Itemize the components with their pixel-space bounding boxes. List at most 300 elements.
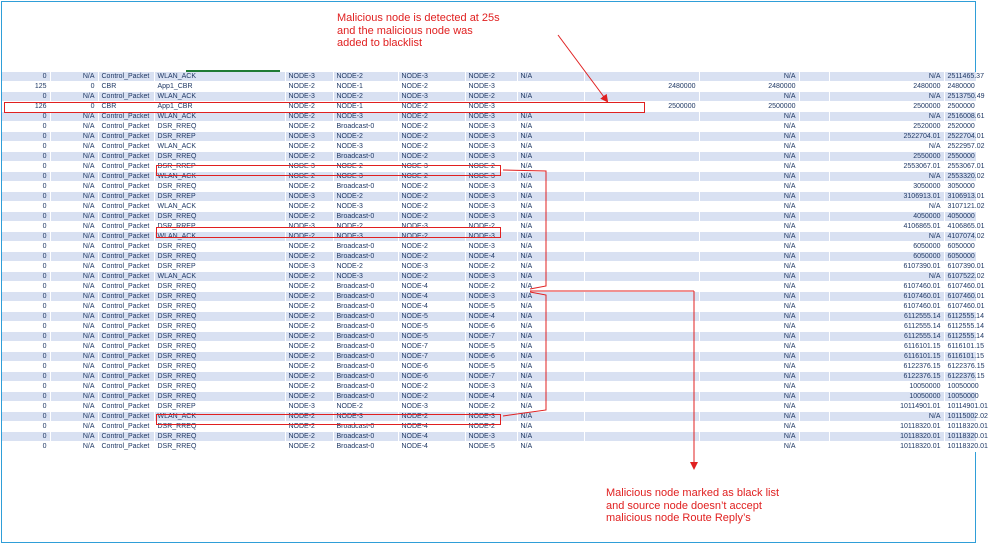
table-cell[interactable]: 0 bbox=[2, 112, 50, 122]
table-cell[interactable]: Broadcast-0 bbox=[333, 322, 398, 332]
table-cell[interactable]: N/A bbox=[50, 122, 98, 132]
table-cell[interactable]: N/A bbox=[517, 282, 584, 292]
table-cell[interactable]: 2500000 bbox=[699, 102, 799, 112]
table-cell[interactable]: N/A bbox=[699, 362, 799, 372]
table-cell[interactable]: Control_Packet bbox=[98, 312, 154, 322]
table-cell[interactable]: DSR_RREQ bbox=[154, 312, 285, 322]
table-cell[interactable] bbox=[584, 152, 699, 162]
table-cell[interactable]: NODE-5 bbox=[465, 362, 517, 372]
table-cell[interactable]: 0 bbox=[2, 382, 50, 392]
table-cell[interactable]: Broadcast-0 bbox=[333, 442, 398, 452]
table-cell[interactable]: N/A bbox=[699, 132, 799, 142]
table-cell[interactable]: 6050000 bbox=[829, 242, 944, 252]
table-cell[interactable]: Control_Packet bbox=[98, 392, 154, 402]
table-cell[interactable]: 0 bbox=[2, 242, 50, 252]
table-cell[interactable] bbox=[799, 222, 829, 232]
table-cell[interactable]: Control_Packet bbox=[98, 432, 154, 442]
table-cell[interactable]: DSR_RREQ bbox=[154, 372, 285, 382]
table-cell[interactable]: 6107390.01 bbox=[829, 262, 944, 272]
table-cell[interactable]: 0 bbox=[2, 122, 50, 132]
table-cell[interactable]: N/A bbox=[829, 272, 944, 282]
table-cell[interactable]: Control_Packet bbox=[98, 412, 154, 422]
table-cell[interactable] bbox=[584, 262, 699, 272]
table-cell[interactable]: NODE-3 bbox=[285, 162, 333, 172]
table-cell[interactable]: Broadcast-0 bbox=[333, 422, 398, 432]
table-cell[interactable]: 0 bbox=[2, 312, 50, 322]
table-cell[interactable]: NODE-2 bbox=[285, 82, 333, 92]
table-cell[interactable] bbox=[584, 292, 699, 302]
table-cell[interactable] bbox=[799, 252, 829, 262]
table-cell[interactable]: DSR_RREQ bbox=[154, 432, 285, 442]
table-cell[interactable] bbox=[799, 432, 829, 442]
table-cell[interactable]: 2522957.02 bbox=[944, 142, 976, 152]
table-cell[interactable]: 2500000 bbox=[829, 102, 944, 112]
table-cell[interactable]: NODE-5 bbox=[398, 312, 465, 322]
table-cell[interactable]: Control_Packet bbox=[98, 262, 154, 272]
table-cell[interactable]: 2522704.01 bbox=[944, 132, 976, 142]
table-cell[interactable] bbox=[584, 252, 699, 262]
table-cell[interactable]: N/A bbox=[517, 372, 584, 382]
table-cell[interactable]: NODE-2 bbox=[333, 262, 398, 272]
table-cell[interactable]: Control_Packet bbox=[98, 302, 154, 312]
table-cell[interactable]: N/A bbox=[50, 292, 98, 302]
table-cell[interactable]: N/A bbox=[829, 232, 944, 242]
table-cell[interactable]: N/A bbox=[517, 172, 584, 182]
table-cell[interactable]: Control_Packet bbox=[98, 352, 154, 362]
table-cell[interactable]: NODE-3 bbox=[398, 92, 465, 102]
table-cell[interactable] bbox=[799, 132, 829, 142]
table-cell[interactable]: 6122376.15 bbox=[944, 362, 976, 372]
table-cell[interactable]: N/A bbox=[517, 212, 584, 222]
table-cell[interactable]: 6112555.14 bbox=[944, 332, 976, 342]
table-cell[interactable]: NODE-5 bbox=[465, 302, 517, 312]
table-cell[interactable]: N/A bbox=[699, 292, 799, 302]
table-cell[interactable] bbox=[799, 322, 829, 332]
table-cell[interactable]: 10050000 bbox=[944, 392, 976, 402]
table-cell[interactable]: N/A bbox=[699, 352, 799, 362]
table-cell[interactable]: NODE-3 bbox=[465, 82, 517, 92]
table-cell[interactable]: 125 bbox=[2, 82, 50, 92]
table-cell[interactable]: NODE-1 bbox=[333, 102, 398, 112]
table-cell[interactable] bbox=[799, 342, 829, 352]
table-cell[interactable]: NODE-2 bbox=[285, 232, 333, 242]
table-cell[interactable]: NODE-2 bbox=[285, 312, 333, 322]
table-cell[interactable]: 6112555.14 bbox=[944, 322, 976, 332]
table-cell[interactable] bbox=[799, 262, 829, 272]
table-cell[interactable]: DSR_RREQ bbox=[154, 322, 285, 332]
table-cell[interactable]: WLAN_ACK bbox=[154, 142, 285, 152]
table-cell[interactable]: DSR_RREQ bbox=[154, 332, 285, 342]
table-cell[interactable]: NODE-2 bbox=[465, 422, 517, 432]
table-cell[interactable]: 0 bbox=[2, 332, 50, 342]
table-cell[interactable]: 6050000 bbox=[829, 252, 944, 262]
table-cell[interactable]: Broadcast-0 bbox=[333, 122, 398, 132]
table-cell[interactable]: 6107460.01 bbox=[944, 282, 976, 292]
table-cell[interactable]: NODE-4 bbox=[465, 312, 517, 322]
table-cell[interactable]: N/A bbox=[50, 172, 98, 182]
table-cell[interactable]: N/A bbox=[50, 92, 98, 102]
table-cell[interactable]: N/A bbox=[517, 412, 584, 422]
table-cell[interactable]: 6107390.01 bbox=[944, 262, 976, 272]
table-cell[interactable] bbox=[799, 122, 829, 132]
table-cell[interactable]: N/A bbox=[517, 162, 584, 172]
table-cell[interactable]: N/A bbox=[699, 372, 799, 382]
table-cell[interactable]: N/A bbox=[50, 302, 98, 312]
table-cell[interactable]: N/A bbox=[517, 242, 584, 252]
table-cell[interactable]: N/A bbox=[699, 172, 799, 182]
table-cell[interactable]: 6116101.15 bbox=[944, 352, 976, 362]
table-cell[interactable]: 6116101.15 bbox=[829, 352, 944, 362]
table-cell[interactable]: 3106913.01 bbox=[944, 192, 976, 202]
table-cell[interactable] bbox=[799, 312, 829, 322]
table-cell[interactable]: NODE-2 bbox=[285, 442, 333, 452]
table-cell[interactable]: N/A bbox=[517, 142, 584, 152]
table-cell[interactable]: N/A bbox=[50, 152, 98, 162]
table-cell[interactable] bbox=[799, 292, 829, 302]
table-cell[interactable]: NODE-3 bbox=[333, 172, 398, 182]
table-cell[interactable]: NODE-4 bbox=[465, 392, 517, 402]
table-cell[interactable]: Control_Packet bbox=[98, 232, 154, 242]
table-cell[interactable]: Control_Packet bbox=[98, 252, 154, 262]
table-cell[interactable]: Control_Packet bbox=[98, 222, 154, 232]
table-cell[interactable]: 0 bbox=[2, 252, 50, 262]
table-cell[interactable]: NODE-2 bbox=[285, 422, 333, 432]
table-cell[interactable]: N/A bbox=[699, 122, 799, 132]
table-cell[interactable]: NODE-2 bbox=[285, 292, 333, 302]
table-cell[interactable]: NODE-3 bbox=[465, 242, 517, 252]
table-cell[interactable]: 6050000 bbox=[944, 242, 976, 252]
table-cell[interactable] bbox=[799, 152, 829, 162]
table-cell[interactable]: NODE-2 bbox=[285, 122, 333, 132]
table-cell[interactable]: N/A bbox=[699, 222, 799, 232]
table-cell[interactable]: NODE-3 bbox=[465, 292, 517, 302]
table-cell[interactable] bbox=[799, 242, 829, 252]
table-cell[interactable]: 0 bbox=[50, 102, 98, 112]
table-cell[interactable]: 0 bbox=[2, 202, 50, 212]
table-cell[interactable]: 0 bbox=[50, 82, 98, 92]
table-cell[interactable]: NODE-2 bbox=[398, 242, 465, 252]
table-cell[interactable] bbox=[584, 182, 699, 192]
table-cell[interactable]: 0 bbox=[2, 172, 50, 182]
table-cell[interactable]: NODE-6 bbox=[465, 322, 517, 332]
table-cell[interactable]: N/A bbox=[50, 232, 98, 242]
table-cell[interactable]: NODE-3 bbox=[398, 402, 465, 412]
table-cell[interactable]: 2511465.37 bbox=[944, 72, 976, 82]
table-cell[interactable] bbox=[799, 232, 829, 242]
table-cell[interactable] bbox=[584, 372, 699, 382]
table-cell[interactable]: Control_Packet bbox=[98, 112, 154, 122]
table-cell[interactable]: 0 bbox=[2, 132, 50, 142]
table-cell[interactable]: DSR_RREP bbox=[154, 222, 285, 232]
table-cell[interactable]: WLAN_ACK bbox=[154, 272, 285, 282]
table-cell[interactable]: 2480000 bbox=[584, 82, 699, 92]
table-cell[interactable]: 4050000 bbox=[944, 212, 976, 222]
table-cell[interactable] bbox=[517, 82, 584, 92]
table-cell[interactable]: NODE-7 bbox=[398, 342, 465, 352]
table-cell[interactable]: N/A bbox=[50, 182, 98, 192]
table-cell[interactable]: 10118320.01 bbox=[944, 442, 976, 452]
table-cell[interactable]: N/A bbox=[517, 392, 584, 402]
table-cell[interactable]: N/A bbox=[50, 202, 98, 212]
table-cell[interactable]: 6107460.01 bbox=[829, 302, 944, 312]
table-cell[interactable] bbox=[799, 352, 829, 362]
table-cell[interactable]: N/A bbox=[517, 342, 584, 352]
table-cell[interactable]: 4107074.02 bbox=[944, 232, 976, 242]
table-cell[interactable]: Broadcast-0 bbox=[333, 182, 398, 192]
table-cell[interactable]: 0 bbox=[2, 402, 50, 412]
table-cell[interactable]: N/A bbox=[517, 352, 584, 362]
table-cell[interactable]: N/A bbox=[699, 162, 799, 172]
table-cell[interactable]: N/A bbox=[699, 282, 799, 292]
table-cell[interactable] bbox=[584, 222, 699, 232]
table-cell[interactable]: NODE-2 bbox=[285, 352, 333, 362]
table-cell[interactable]: NODE-2 bbox=[398, 132, 465, 142]
table-cell[interactable]: N/A bbox=[50, 412, 98, 422]
table-cell[interactable]: 2553067.01 bbox=[944, 162, 976, 172]
table-cell[interactable]: N/A bbox=[50, 192, 98, 202]
table-cell[interactable]: N/A bbox=[50, 372, 98, 382]
table-cell[interactable]: N/A bbox=[699, 302, 799, 312]
table-cell[interactable]: Broadcast-0 bbox=[333, 432, 398, 442]
table-cell[interactable]: 0 bbox=[2, 212, 50, 222]
table-cell[interactable]: N/A bbox=[50, 432, 98, 442]
table-cell[interactable]: NODE-2 bbox=[398, 112, 465, 122]
table-cell[interactable]: NODE-3 bbox=[465, 232, 517, 242]
table-cell[interactable]: DSR_RREQ bbox=[154, 302, 285, 312]
table-cell[interactable]: 0 bbox=[2, 142, 50, 152]
table-cell[interactable]: NODE-2 bbox=[285, 182, 333, 192]
table-cell[interactable]: NODE-2 bbox=[333, 162, 398, 172]
table-cell[interactable]: N/A bbox=[699, 422, 799, 432]
table-cell[interactable]: NODE-2 bbox=[285, 432, 333, 442]
table-cell[interactable]: NODE-3 bbox=[465, 432, 517, 442]
table-cell[interactable]: DSR_RREQ bbox=[154, 242, 285, 252]
table-cell[interactable] bbox=[799, 402, 829, 412]
table-cell[interactable]: 2553320.02 bbox=[944, 172, 976, 182]
table-cell[interactable]: Control_Packet bbox=[98, 122, 154, 132]
table-cell[interactable]: Control_Packet bbox=[98, 72, 154, 82]
table-cell[interactable]: N/A bbox=[517, 322, 584, 332]
table-cell[interactable]: NODE-2 bbox=[285, 392, 333, 402]
table-cell[interactable]: WLAN_ACK bbox=[154, 202, 285, 212]
table-cell[interactable] bbox=[799, 302, 829, 312]
table-cell[interactable]: App1_CBR bbox=[154, 102, 285, 112]
table-cell[interactable]: 2520000 bbox=[944, 122, 976, 132]
table-cell[interactable]: Control_Packet bbox=[98, 382, 154, 392]
table-cell[interactable]: Broadcast-0 bbox=[333, 152, 398, 162]
table-cell[interactable]: NODE-3 bbox=[285, 222, 333, 232]
table-cell[interactable]: 0 bbox=[2, 352, 50, 362]
table-cell[interactable]: 4106865.01 bbox=[829, 222, 944, 232]
table-cell[interactable]: 2500000 bbox=[584, 102, 699, 112]
table-cell[interactable] bbox=[584, 242, 699, 252]
table-cell[interactable]: 0 bbox=[2, 422, 50, 432]
table-cell[interactable]: N/A bbox=[699, 342, 799, 352]
table-cell[interactable] bbox=[584, 402, 699, 412]
table-cell[interactable]: N/A bbox=[50, 342, 98, 352]
table-cell[interactable]: 10114901.01 bbox=[944, 402, 976, 412]
table-cell[interactable]: NODE-2 bbox=[465, 92, 517, 102]
table-cell[interactable]: N/A bbox=[699, 72, 799, 82]
table-cell[interactable]: 6122376.15 bbox=[829, 372, 944, 382]
table-cell[interactable]: 3107121.02 bbox=[944, 202, 976, 212]
table-cell[interactable]: NODE-2 bbox=[285, 252, 333, 262]
table-cell[interactable]: NODE-7 bbox=[465, 372, 517, 382]
table-cell[interactable]: N/A bbox=[699, 382, 799, 392]
table-cell[interactable]: NODE-3 bbox=[465, 142, 517, 152]
table-cell[interactable] bbox=[584, 392, 699, 402]
table-cell[interactable]: App1_CBR bbox=[154, 82, 285, 92]
table-cell[interactable]: Control_Packet bbox=[98, 332, 154, 342]
table-cell[interactable]: NODE-2 bbox=[285, 332, 333, 342]
table-cell[interactable]: Control_Packet bbox=[98, 172, 154, 182]
table-cell[interactable]: N/A bbox=[699, 182, 799, 192]
table-cell[interactable]: 6112555.14 bbox=[829, 332, 944, 342]
table-cell[interactable] bbox=[799, 202, 829, 212]
table-cell[interactable]: Control_Packet bbox=[98, 402, 154, 412]
table-cell[interactable]: NODE-3 bbox=[465, 272, 517, 282]
table-cell[interactable]: 0 bbox=[2, 392, 50, 402]
table-cell[interactable] bbox=[584, 432, 699, 442]
table-cell[interactable]: N/A bbox=[517, 382, 584, 392]
table-cell[interactable] bbox=[584, 232, 699, 242]
table-cell[interactable]: Control_Packet bbox=[98, 242, 154, 252]
table-cell[interactable]: NODE-4 bbox=[398, 442, 465, 452]
table-cell[interactable]: WLAN_ACK bbox=[154, 112, 285, 122]
table-cell[interactable]: 0 bbox=[2, 342, 50, 352]
table-cell[interactable]: NODE-2 bbox=[333, 192, 398, 202]
table-cell[interactable]: DSR_RREP bbox=[154, 162, 285, 172]
table-cell[interactable]: DSR_RREQ bbox=[154, 292, 285, 302]
table-cell[interactable]: NODE-2 bbox=[285, 112, 333, 122]
table-cell[interactable]: N/A bbox=[50, 252, 98, 262]
table-cell[interactable]: NODE-2 bbox=[398, 122, 465, 132]
table-cell[interactable] bbox=[584, 332, 699, 342]
table-cell[interactable]: CBR bbox=[98, 82, 154, 92]
table-cell[interactable]: N/A bbox=[829, 202, 944, 212]
table-cell[interactable]: Control_Packet bbox=[98, 192, 154, 202]
table-cell[interactable]: 3050000 bbox=[944, 182, 976, 192]
table-cell[interactable]: NODE-3 bbox=[398, 72, 465, 82]
table-cell[interactable]: N/A bbox=[829, 72, 944, 82]
table-cell[interactable]: 2550000 bbox=[829, 152, 944, 162]
table-cell[interactable] bbox=[584, 302, 699, 312]
table-cell[interactable]: 0 bbox=[2, 362, 50, 372]
table-cell[interactable]: NODE-2 bbox=[285, 282, 333, 292]
table-cell[interactable]: 10118320.01 bbox=[829, 432, 944, 442]
table-cell[interactable]: WLAN_ACK bbox=[154, 412, 285, 422]
table-cell[interactable]: N/A bbox=[699, 432, 799, 442]
table-cell[interactable]: 6112555.14 bbox=[944, 312, 976, 322]
table-cell[interactable]: NODE-2 bbox=[285, 212, 333, 222]
table-cell[interactable] bbox=[584, 92, 699, 102]
table-cell[interactable]: NODE-4 bbox=[398, 422, 465, 432]
table-cell[interactable]: NODE-7 bbox=[398, 352, 465, 362]
table-cell[interactable]: N/A bbox=[50, 402, 98, 412]
table-cell[interactable]: N/A bbox=[50, 112, 98, 122]
table-cell[interactable]: 0 bbox=[2, 72, 50, 82]
table-cell[interactable]: N/A bbox=[517, 112, 584, 122]
table-cell[interactable]: NODE-3 bbox=[398, 162, 465, 172]
table-cell[interactable]: N/A bbox=[517, 362, 584, 372]
table-cell[interactable] bbox=[799, 412, 829, 422]
table-cell[interactable]: 6112555.14 bbox=[829, 322, 944, 332]
table-cell[interactable]: 2480000 bbox=[944, 82, 976, 92]
table-cell[interactable]: NODE-2 bbox=[398, 412, 465, 422]
table-cell[interactable]: N/A bbox=[699, 402, 799, 412]
table-cell[interactable]: NODE-2 bbox=[398, 142, 465, 152]
table-cell[interactable]: N/A bbox=[517, 232, 584, 242]
table-cell[interactable]: NODE-2 bbox=[465, 262, 517, 272]
table-cell[interactable]: 2480000 bbox=[699, 82, 799, 92]
table-cell[interactable]: DSR_RREQ bbox=[154, 252, 285, 262]
table-cell[interactable]: NODE-3 bbox=[465, 192, 517, 202]
table-cell[interactable] bbox=[584, 212, 699, 222]
table-cell[interactable]: NODE-2 bbox=[285, 202, 333, 212]
table-cell[interactable]: N/A bbox=[699, 272, 799, 282]
table-cell[interactable]: NODE-2 bbox=[465, 222, 517, 232]
table-cell[interactable]: NODE-4 bbox=[465, 252, 517, 262]
table-cell[interactable]: 0 bbox=[2, 322, 50, 332]
table-cell[interactable]: NODE-5 bbox=[465, 442, 517, 452]
table-cell[interactable]: NODE-2 bbox=[398, 382, 465, 392]
table-cell[interactable]: N/A bbox=[517, 262, 584, 272]
table-cell[interactable]: NODE-2 bbox=[398, 232, 465, 242]
table-cell[interactable]: Control_Packet bbox=[98, 362, 154, 372]
table-cell[interactable]: N/A bbox=[699, 92, 799, 102]
table-cell[interactable]: NODE-4 bbox=[398, 432, 465, 442]
table-cell[interactable]: Control_Packet bbox=[98, 92, 154, 102]
table-cell[interactable]: NODE-2 bbox=[285, 102, 333, 112]
table-cell[interactable]: 10118320.01 bbox=[944, 432, 976, 442]
table-cell[interactable]: 2553067.01 bbox=[829, 162, 944, 172]
table-cell[interactable]: N/A bbox=[699, 442, 799, 452]
table-cell[interactable]: N/A bbox=[699, 242, 799, 252]
table-cell[interactable]: DSR_RREQ bbox=[154, 342, 285, 352]
table-cell[interactable]: 0 bbox=[2, 432, 50, 442]
table-cell[interactable]: N/A bbox=[50, 162, 98, 172]
table-cell[interactable]: N/A bbox=[50, 382, 98, 392]
table-cell[interactable]: N/A bbox=[517, 252, 584, 262]
table-cell[interactable]: CBR bbox=[98, 102, 154, 112]
table-cell[interactable]: NODE-2 bbox=[398, 192, 465, 202]
table-cell[interactable] bbox=[799, 282, 829, 292]
table-cell[interactable]: NODE-3 bbox=[333, 272, 398, 282]
table-cell[interactable]: Control_Packet bbox=[98, 182, 154, 192]
table-cell[interactable]: Broadcast-0 bbox=[333, 312, 398, 322]
table-cell[interactable]: 10050000 bbox=[829, 392, 944, 402]
table-cell[interactable]: 0 bbox=[2, 442, 50, 452]
table-cell[interactable]: WLAN_ACK bbox=[154, 92, 285, 102]
table-cell[interactable]: Control_Packet bbox=[98, 272, 154, 282]
table-cell[interactable]: N/A bbox=[50, 422, 98, 432]
table-cell[interactable]: N/A bbox=[829, 92, 944, 102]
table-cell[interactable]: NODE-5 bbox=[465, 342, 517, 352]
table-cell[interactable] bbox=[517, 102, 584, 112]
table-cell[interactable]: NODE-4 bbox=[398, 282, 465, 292]
table-cell[interactable]: NODE-3 bbox=[285, 132, 333, 142]
table-cell[interactable]: DSR_RREP bbox=[154, 132, 285, 142]
table-cell[interactable]: NODE-2 bbox=[285, 412, 333, 422]
table-cell[interactable]: NODE-3 bbox=[333, 142, 398, 152]
table-cell[interactable]: NODE-3 bbox=[465, 152, 517, 162]
table-cell[interactable]: NODE-2 bbox=[398, 172, 465, 182]
table-cell[interactable]: NODE-2 bbox=[285, 302, 333, 312]
table-cell[interactable]: NODE-2 bbox=[285, 142, 333, 152]
table-cell[interactable]: NODE-2 bbox=[398, 102, 465, 112]
table-cell[interactable]: NODE-2 bbox=[333, 72, 398, 82]
table-cell[interactable]: NODE-2 bbox=[465, 162, 517, 172]
